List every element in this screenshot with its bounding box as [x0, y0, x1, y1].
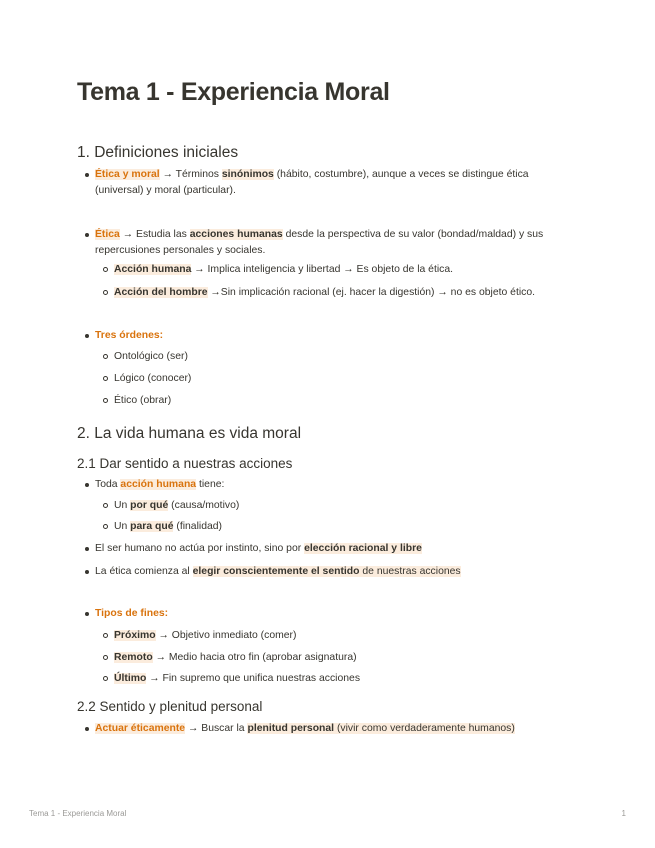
sub-item-ontologico: Ontológico (ser) [114, 349, 188, 365]
sub-item-por-que: Un por qué (causa/motivo) [114, 498, 239, 514]
subsection-heading-2-2: 2.2 Sentido y plenitud personal [77, 699, 263, 714]
section-heading-1: 1. Definiciones iniciales [77, 144, 239, 161]
sub-item-accion-hombre: Acción del hombre →Sin implicación racional (ej. hacer la digestión) → no es objeto ético. [114, 285, 535, 301]
list-item-etica-moral: Ética y moral → Términos sinónimos (hábito, costumbre), aunque a veces se distingue ética (universal) y moral (particular). [95, 167, 565, 199]
list-item-tres-ordenes: Tres órdenes: [95, 328, 163, 344]
list-item-etica: Ética → Estudia las acciones humanas desde la perspectiva de su valor (bondad/maldad) y sus repercusiones personales y sociales. [95, 227, 565, 259]
subsection-heading-2-1: 2.1 Dar sentido a nuestras acciones [77, 456, 293, 471]
list-item-toda-accion: Toda acción humana tiene: [95, 477, 224, 493]
sub-item-para-que: Un para qué (finalidad) [114, 519, 222, 535]
section-heading-2: 2. La vida humana es vida moral [77, 425, 302, 442]
list-item-tipos-fines: Tipos de fines: [95, 606, 168, 622]
sub-item-accion-humana: Acción humana → Implica inteligencia y libertad → Es objeto de la ética. [114, 262, 453, 278]
sub-item-ultimo: Último → Fin supremo que unifica nuestras acciones [114, 671, 360, 687]
page-number: 1 [621, 809, 626, 818]
list-item-actuar-eticamente: Actuar éticamente → Buscar la plenitud personal (vivir como verdaderamente humanos) [95, 721, 515, 737]
sub-item-proximo: Próximo → Objetivo inmediato (comer) [114, 628, 296, 644]
sub-item-etico: Ético (obrar) [114, 393, 171, 409]
sub-item-remoto: Remoto → Medio hacia otro fin (aprobar asignatura) [114, 650, 357, 666]
page-title: Tema 1 - Experiencia Moral [77, 78, 390, 106]
list-item-etica-comienza: La ética comienza al elegir conscientemente el sentido de nuestras acciones [95, 564, 461, 580]
sub-item-logico: Lógico (conocer) [114, 371, 191, 387]
footer-title: Tema 1 - Experiencia Moral [29, 809, 127, 818]
list-item-ser-humano: El ser humano no actúa por instinto, sino por elección racional y libre [95, 541, 422, 557]
